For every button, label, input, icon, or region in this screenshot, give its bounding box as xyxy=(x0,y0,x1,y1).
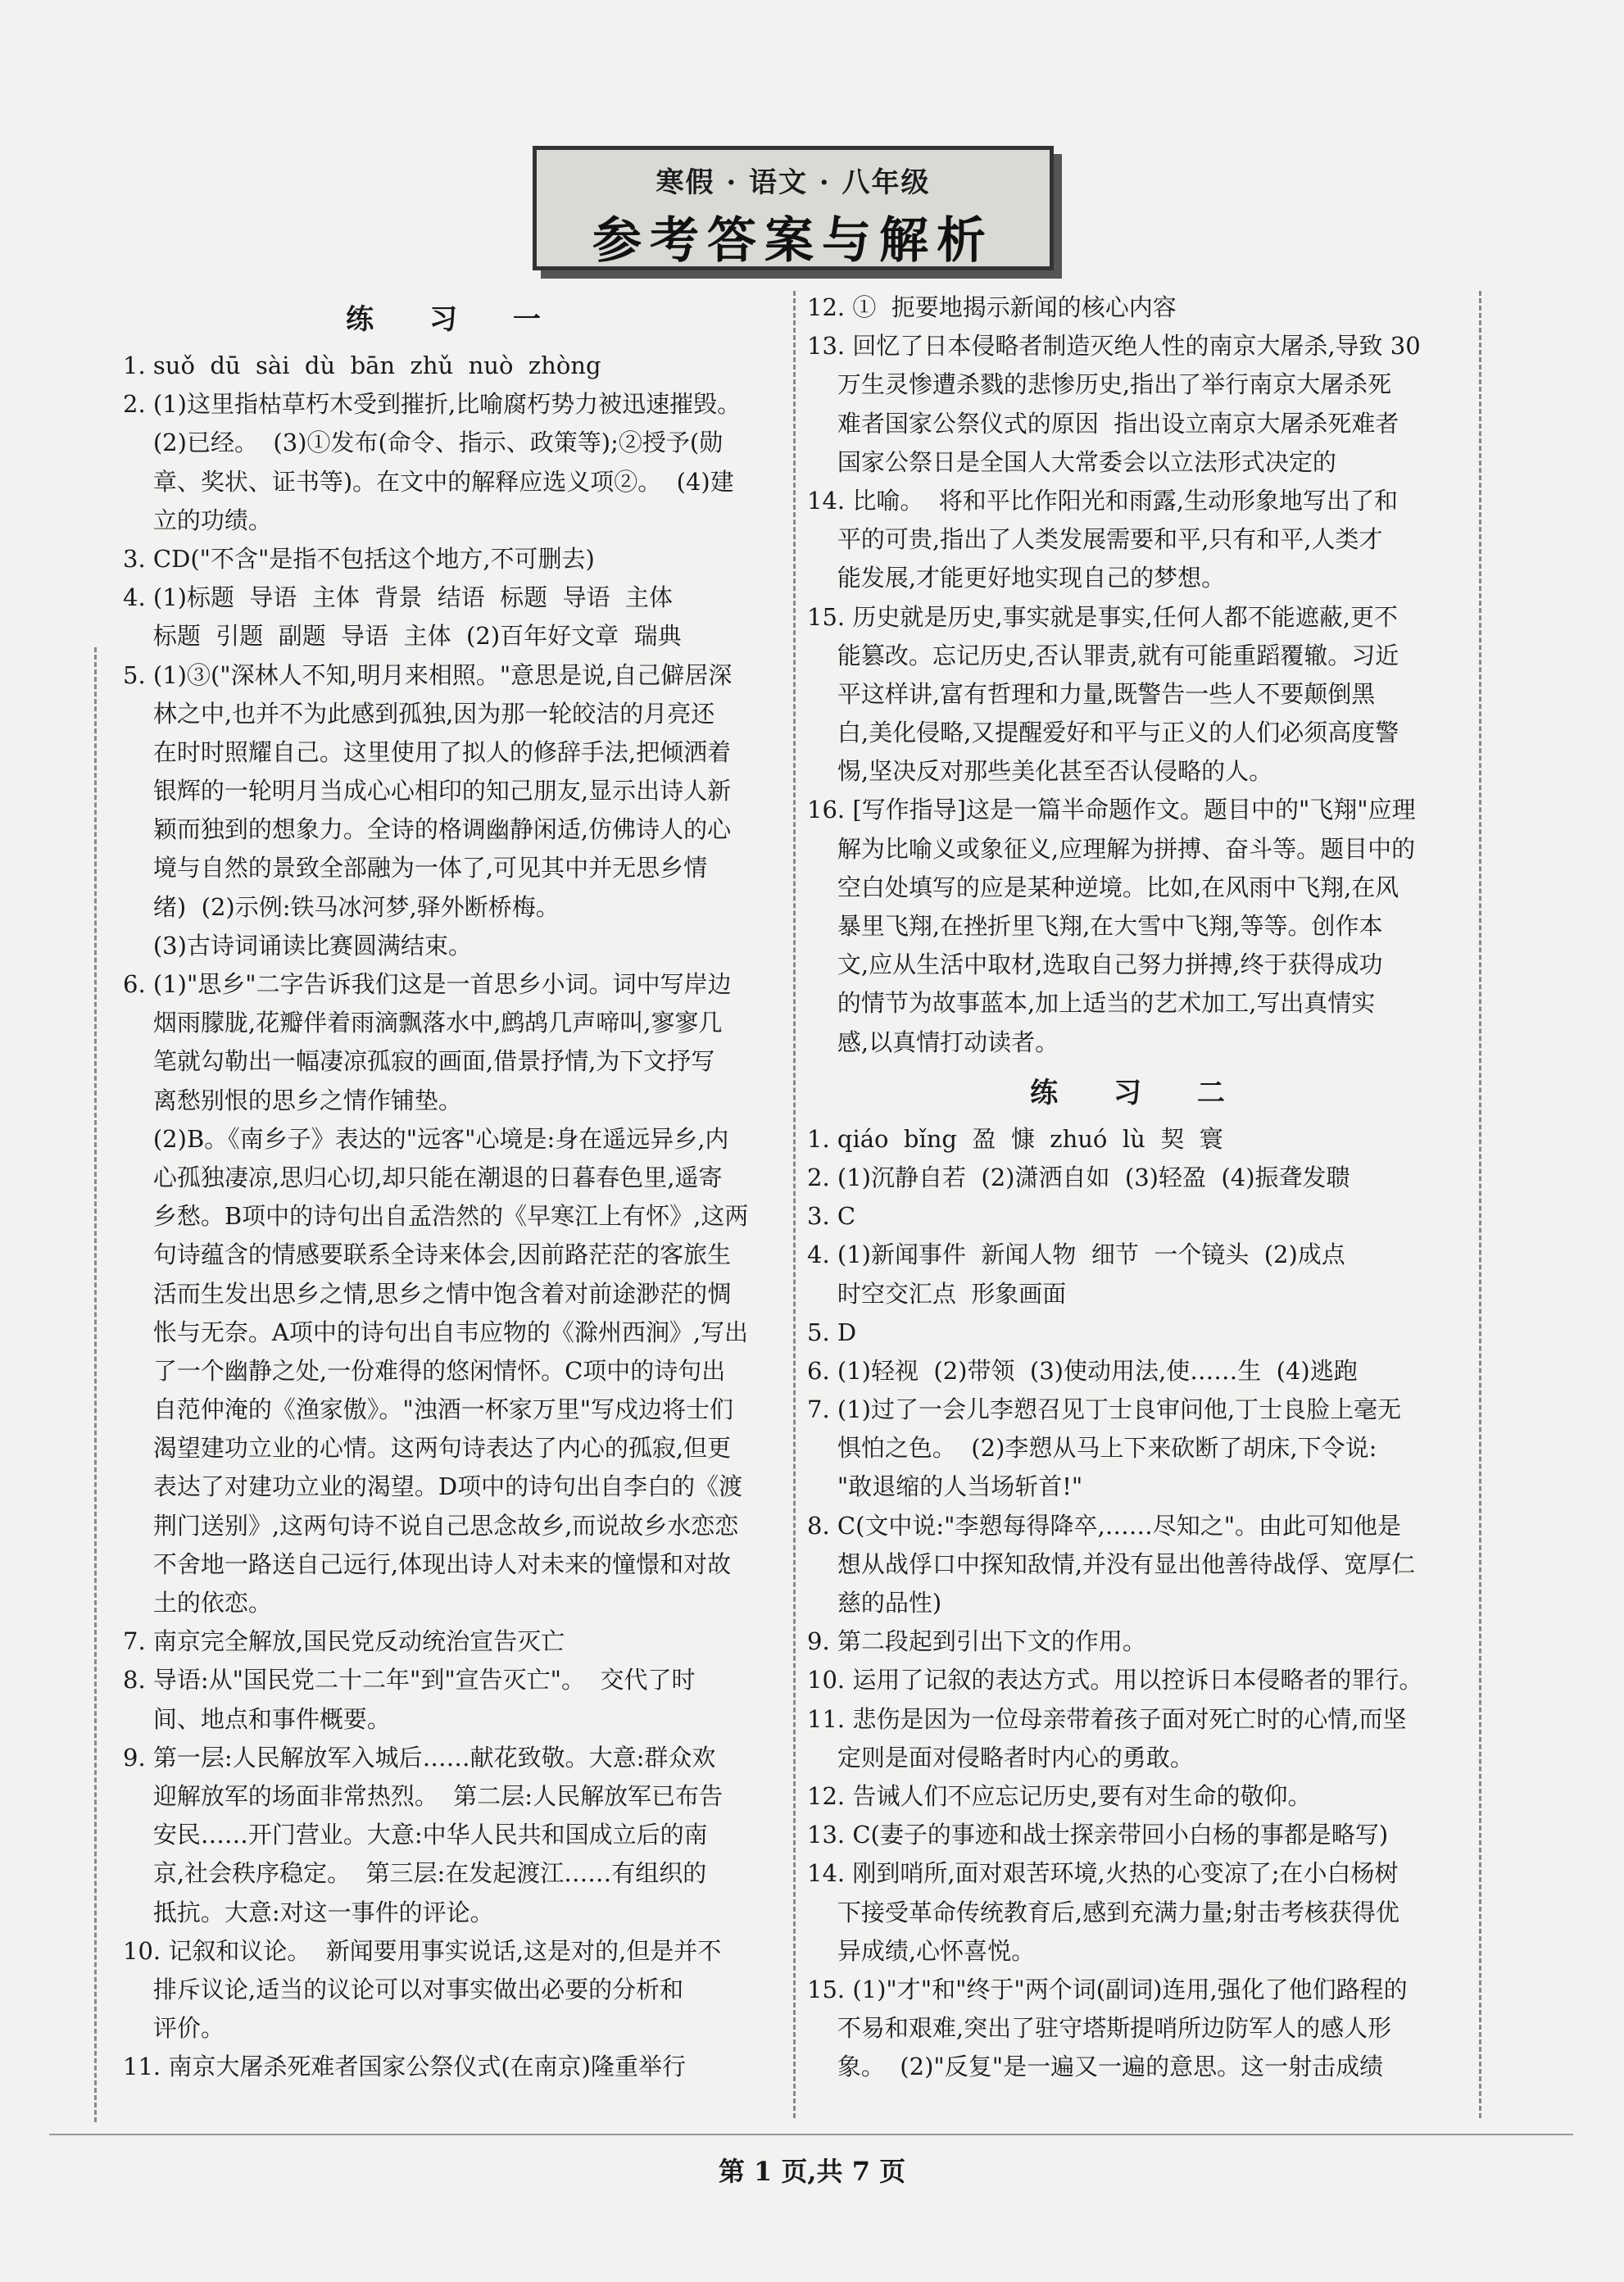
answer-line: 4. (1)新闻事件 新闻人物 细节 一个镜头 (2)成点 xyxy=(807,1241,1345,1269)
answer-line: 银辉的一轮明月当成心心相印的知己朋友,显示出诗人新 xyxy=(123,777,732,805)
answer-line: 1. qiáo bǐng 盈 慷 zhuó lù 契 寰 xyxy=(807,1124,1223,1153)
left-answer-list xyxy=(123,347,787,2086)
answer-line: 烟雨朦胧,花瓣伴着雨滴飘落水中,鹧鸪几声啼叫,寥寥几 xyxy=(123,1009,723,1037)
answer-line: 空白处填写的应是某种逆境。比如,在风雨中飞翔,在风 xyxy=(807,873,1399,901)
answer-line: 句诗蕴含的情感要联系全诗来体会,因前路茫茫的客旅生 xyxy=(123,1241,732,1269)
answer-line: 绪) (2)示例:铁马冰河梦,驿外断桥梅。 xyxy=(123,892,560,921)
answer-line: 土的依恋。 xyxy=(123,1589,272,1617)
answer-line: 间、地点和事件概要。 xyxy=(123,1704,391,1733)
footer-divider xyxy=(49,2134,1573,2135)
answer-line: 慈的品性) xyxy=(807,1589,942,1617)
title-subtitle: 寒假 · 语文 · 八年级 xyxy=(655,166,931,199)
answer-line: 京,社会秩序稳定。 第三层:在发起渡江……有组织的 xyxy=(123,1859,707,1888)
page-number: 第 1 页,共 7 页 xyxy=(718,2156,906,2187)
answer-line: 渴望建功立业的心情。这两句诗表达了内心的孤寂,但更 xyxy=(123,1434,732,1463)
answer-line: 2. (1)这里指枯草朽木受到摧折,比喻腐朽势力被迅速摧毁。 xyxy=(123,390,742,419)
answer-line: 3. C xyxy=(807,1202,856,1231)
answer-line: 安民……开门营业。大意:中华人民共和国成立后的南 xyxy=(123,1821,708,1849)
answer-line: 8. 导语:从"国民党二十二年"到"宣告灭亡"。 交代了时 xyxy=(123,1666,696,1694)
answer-line: 下接受革命传统教育后,感到充满力量;射击考核获得优 xyxy=(807,1898,1399,1926)
answer-line: 评价。 xyxy=(123,2014,225,2043)
answer-line: 14. 刚到哨所,面对艰苦环境,火热的心变凉了;在小白杨树 xyxy=(807,1859,1399,1888)
answer-line: 文,应从生活中取材,选取自己努力拼搏,终于获得成功 xyxy=(807,950,1383,979)
answer-line: 6. (1)"思乡"二字告诉我们这是一首思乡小词。词中写岸边 xyxy=(123,970,732,998)
answer-line: 14. 比喻。 将和平比作阳光和雨露,生动形象地写出了和 xyxy=(807,486,1398,515)
answer-line: 13. C(妻子的事迹和战士探亲带回小白杨的事都是略写) xyxy=(807,1821,1389,1849)
right-column xyxy=(807,288,1471,2086)
answer-line: 象。 (2)"反复"是一遍又一遍的意思。这一射击成绩 xyxy=(807,2053,1384,2081)
answer-line: 定则是面对侵略者时内心的勇敢。 xyxy=(807,1743,1194,1772)
answer-line: 不舍地一路送自己远行,体现出诗人对未来的憧憬和对故 xyxy=(123,1549,732,1578)
answer-line: 10. 运用了记叙的表达方式。用以控诉日本侵略者的罪行。 xyxy=(807,1666,1423,1694)
answer-line: 5. (1)③("深林人不知,明月来相照。"意思是说,自己僻居深 xyxy=(123,660,733,689)
answer-line: 13. 回忆了日本侵略者制造灭绝人性的南京大屠杀,导致 30 xyxy=(807,332,1421,361)
answer-line: 国家公祭日是全国人大常委会以立法形式决定的 xyxy=(807,447,1336,476)
section-title-exercise-2: 练 习 二 xyxy=(1030,1076,1248,1109)
answer-line: 惧怕之色。 (2)李愬从马上下来砍断了胡床,下令说: xyxy=(807,1434,1377,1463)
answer-line: 自范仲淹的《渔家傲》。"浊酒一杯家万里"写戍边将士们 xyxy=(123,1395,734,1424)
answer-line: 暴里飞翔,在挫折里飞翔,在大雪中飞翔,等等。创作本 xyxy=(807,912,1383,940)
answer-line: 章、奖状、证书等)。在文中的解释应选义项②。 (4)建 xyxy=(123,467,734,496)
answer-line: 的情节为故事蓝本,加上适当的艺术加工,写出真情实 xyxy=(807,989,1376,1018)
answer-line: 5. D xyxy=(807,1318,857,1346)
answer-line: 4. (1)标题 导语 主体 背景 结语 标题 导语 主体 xyxy=(123,583,674,612)
page-title: 参考答案与解析 xyxy=(592,212,994,270)
answer-line: 排斥议论,适当的议论可以对事实做出必要的分析和 xyxy=(123,1975,684,2003)
answer-line: 3. CD("不含"是指不包括这个地方,不可删去) xyxy=(123,544,595,573)
answer-line: 7. 南京完全解放,国民党反动统治宣告灭亡 xyxy=(123,1627,565,1656)
answer-line: 境与自然的景致全部融为一体了,可见其中并无思乡情 xyxy=(123,854,708,882)
answer-line: 9. 第二段起到引出下文的作用。 xyxy=(807,1627,1146,1656)
answer-line: 异成绩,心怀喜悦。 xyxy=(807,1936,1036,1965)
answer-line: 15. 历史就是历史,事实就是事实,任何人都不能遮蔽,更不 xyxy=(807,602,1398,631)
answer-line: 颖而独到的想象力。全诗的格调幽静闲适,仿佛诗人的心 xyxy=(123,815,732,844)
answer-line: 万生灵惨遭杀戮的悲惨历史,指出了举行南京大屠杀死 xyxy=(807,370,1392,399)
answer-line: 标题 引题 副题 导语 主体 (2)百年好文章 瑞典 xyxy=(123,622,682,651)
answer-line: 感,以真情打动读者。 xyxy=(807,1028,1059,1056)
answer-line: 16. [写作指导]这是一篇半命题作文。题目中的"飞翔"应理 xyxy=(807,796,1416,824)
answer-line: 6. (1)轻视 (2)带领 (3)使动用法,使……生 (4)逃跑 xyxy=(807,1356,1358,1385)
answer-line: 平的可贵,指出了人类发展需要和平,只有和平,人类才 xyxy=(807,525,1383,554)
answer-line: 表达了对建功立业的渴望。D项中的诗句出自李白的《渡 xyxy=(123,1472,743,1501)
column-divider xyxy=(793,291,796,2118)
answer-line: 不易和艰难,突出了驻守塔斯提哨所边防军人的感人形 xyxy=(807,2014,1392,2043)
answer-line: 抵抗。大意:对这一事件的评论。 xyxy=(123,1898,494,1926)
answer-line: 8. C(文中说:"李愬每得降卒,……尽知之"。由此可知他是 xyxy=(807,1511,1402,1540)
answer-line: 1. suǒ dū sài dù bān zhǔ nuò zhòng xyxy=(123,352,601,379)
right-border xyxy=(1479,291,1481,2118)
answer-line: (2)B。《南乡子》表达的"远客"心境是:身在遥远异乡,内 xyxy=(123,1124,729,1153)
answer-line: 了一个幽静之处,一份难得的悠闲情怀。C项中的诗句出 xyxy=(123,1356,726,1385)
left-border xyxy=(94,647,97,2122)
answer-line: 林之中,也并不为此感到孤独,因为那一轮皎洁的月亮还 xyxy=(123,699,715,728)
answer-line: (3)古诗词诵读比赛圆满结束。 xyxy=(123,931,472,960)
answer-line: 难者国家公祭仪式的原因 指出设立南京大屠杀死难者 xyxy=(807,409,1399,438)
section-title-exercise-1: 练 习 一 xyxy=(346,303,564,336)
left-column xyxy=(123,288,787,2086)
answer-line: 11. 南京大屠杀死难者国家公祭仪式(在南京)隆重举行 xyxy=(123,2053,686,2081)
answer-line: 时空交汇点 形象画面 xyxy=(807,1279,1067,1308)
answer-line: 9. 第一层:人民解放军入城后……献花致敬。大意:群众欢 xyxy=(123,1743,716,1772)
answer-line: 荆门送别》,这两句诗不说自己思念故乡,而说故乡水恋恋 xyxy=(123,1511,739,1540)
answer-line: 7. (1)过了一会儿李愬召见丁士良审问他,丁士良脸上毫无 xyxy=(807,1395,1402,1424)
answer-line: 迎解放军的场面非常热烈。 第二层:人民解放军已布告 xyxy=(123,1781,724,1810)
answer-line: 平这样讲,富有哲理和力量,既警告一些人不要颠倒黑 xyxy=(807,679,1376,708)
answer-line: (2)已经。 (3)①发布(命令、指示、政策等);②授予(勋 xyxy=(123,429,724,457)
answer-line: 10. 记叙和议论。 新闻要用事实说话,这是对的,但是并不 xyxy=(123,1936,722,1965)
answer-line: 心孤独凄凉,思归心切,却只能在潮退的日暮春色里,遥寄 xyxy=(123,1163,723,1191)
answer-line: 解为比喻义或象征义,应理解为拼搏、奋斗等。题目中的 xyxy=(807,834,1416,863)
title-banner xyxy=(533,146,1054,270)
answer-line: 12. ① 扼要地揭示新闻的核心内容 xyxy=(807,293,1177,321)
answer-line: 乡愁。B项中的诗句出自孟浩然的《早寒江上有怀》,这两 xyxy=(123,1202,749,1231)
answer-line: 2. (1)沉静自若 (2)潇洒自如 (3)轻盈 (4)振聋发聩 xyxy=(807,1163,1350,1191)
answer-line: 能篡改。忘记历史,否认罪责,就有可能重蹈覆辙。习近 xyxy=(807,641,1399,669)
answer-line: 想从战俘口中探知敌情,并没有显出他善待战俘、宽厚仁 xyxy=(807,1549,1416,1578)
answer-line: 能发展,才能更好地实现自己的梦想。 xyxy=(807,564,1226,592)
right-answer-list-top xyxy=(807,288,1471,1062)
answer-line: 惕,坚决反对那些美化甚至否认侵略的人。 xyxy=(807,757,1273,786)
answer-line: 12. 告诫人们不应忘记历史,要有对生命的敬仰。 xyxy=(807,1781,1312,1810)
answer-line: 15. (1)"才"和"终于"两个词(副词)连用,强化了他们路程的 xyxy=(807,1975,1408,2003)
answer-line: 笔就勾勒出一幅凄凉孤寂的画面,借景抒情,为下文抒写 xyxy=(123,1047,715,1076)
answer-line: 怅与无奈。A项中的诗句出自韦应物的《滁州西涧》,写出 xyxy=(123,1318,749,1346)
answer-line: 11. 悲伤是因为一位母亲带着孩子面对死亡时的心情,而坚 xyxy=(807,1704,1407,1733)
answer-line: 在时时照耀自己。这里使用了拟人的修辞手法,把倾洒着 xyxy=(123,737,732,766)
answer-line: "敢退缩的人当场斩首!" xyxy=(807,1472,1083,1501)
answer-line: 离愁别恨的思乡之情作铺垫。 xyxy=(123,1086,462,1114)
right-answer-list-bottom xyxy=(807,1120,1471,2087)
answer-line: 立的功绩。 xyxy=(123,506,272,534)
answer-line: 活而生发出思乡之情,思乡之情中饱含着对前途渺茫的惆 xyxy=(123,1279,732,1308)
answer-line: 白,美化侵略,又提醒爱好和平与正义的人们必须高度警 xyxy=(807,719,1399,747)
